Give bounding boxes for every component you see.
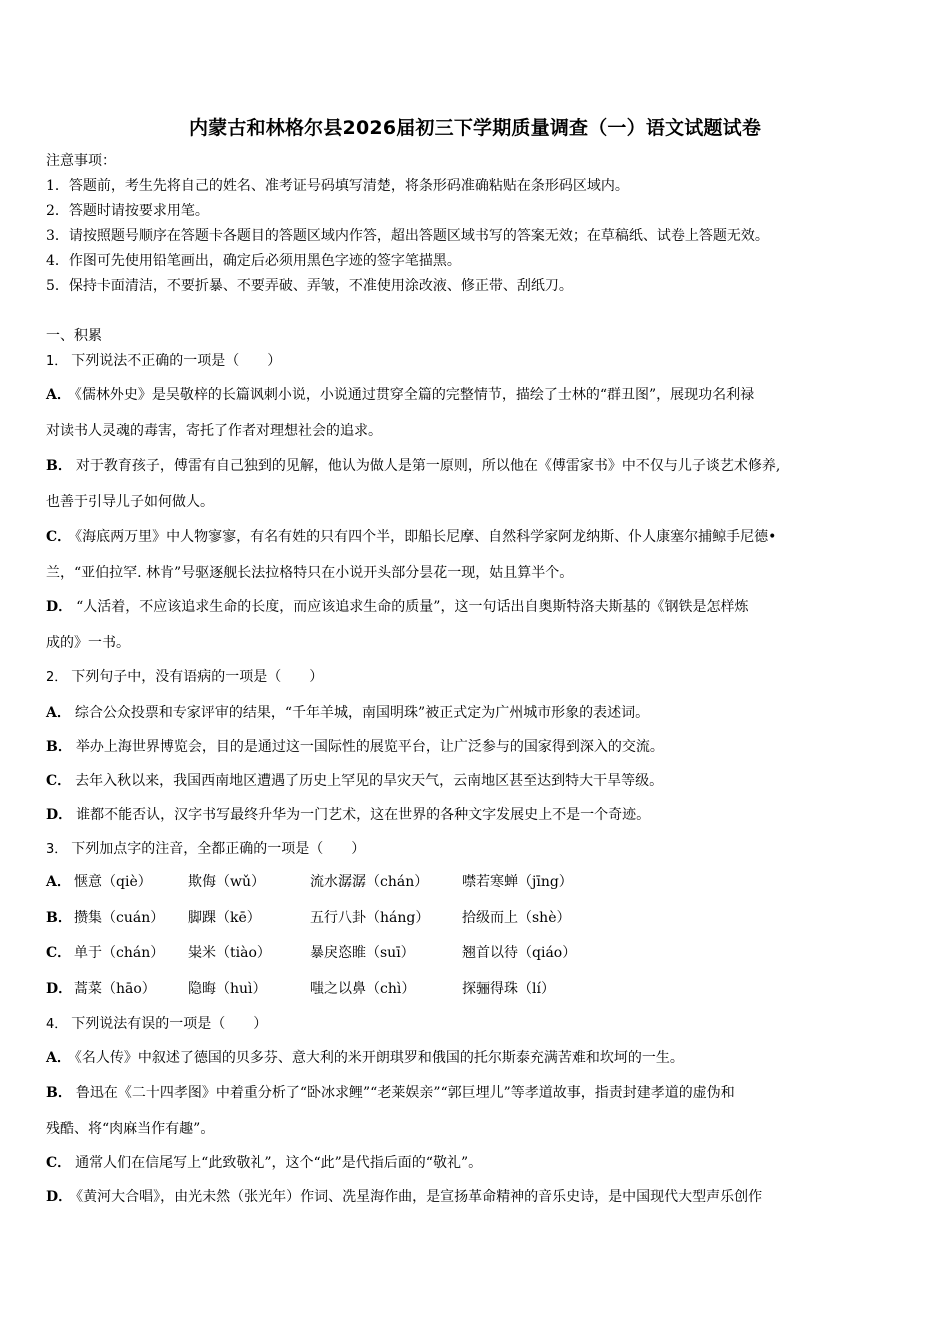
q1-option-c-cont: 兰，“亚伯拉罕. 林肯”号驱逐舰长法拉格特只在小说开头部分昙花一现，姑且算半个。	[46, 565, 574, 581]
q3-option-b	[46, 909, 910, 927]
option-label: C．	[46, 945, 72, 961]
pinyin-item: 翘首以待（qiáo）	[462, 945, 577, 961]
notice-heading: 注意事项：	[46, 153, 116, 169]
section-heading: 一、积累	[46, 328, 102, 344]
option-text: 对于教育孩子，傅雷有自己独到的见解，他认为做人是第一原则，所以他在《傅雷家书》中不仅与儿子谈艺术修养,	[75, 458, 781, 474]
option-text: 通常人们在信尾写上“此致敬礼”，这个“此”是代指后面的“敬礼”。	[75, 1155, 483, 1171]
notice-item: 4．作图可先使用铅笔画出，确定后必须用黑色字迹的签字笔描黑。	[46, 253, 461, 269]
option-text: “人活着，不应该追求生命的长度，而应该追求生命的质量”，这一句话出自奥斯特洛夫斯基的《钢铁是怎样炼	[76, 599, 749, 615]
question-4-stem	[46, 1015, 910, 1034]
question-number: 2．	[46, 670, 68, 685]
q2-option-a	[46, 704, 910, 722]
option-label: D．	[46, 981, 73, 997]
option-label: A．	[46, 874, 71, 890]
option-label: D．	[46, 807, 73, 823]
option-label: C．	[46, 1155, 72, 1171]
option-text: 《黄河大合唱》，由光未然（张光年）作词、冼星海作曲，是宣扬革命精神的音乐史诗，是中国现代大型声乐创作	[76, 1189, 763, 1205]
q1-option-d	[46, 598, 910, 616]
q2-option-c	[46, 772, 910, 790]
pinyin-item: 拾级而上（shè）	[462, 910, 571, 926]
option-text: 鲁迅在《二十四孝图》中着重分析了“卧冰求鲤”“老莱娱亲”“郭巨埋儿”等孝道故事，指责封建孝道的虚伪和	[75, 1085, 735, 1101]
option-label: D．	[46, 1189, 73, 1205]
q4-option-d	[46, 1188, 910, 1206]
q1-option-a	[46, 386, 910, 404]
pinyin-item: 攒集（cuán）	[74, 910, 165, 926]
exam-title: 内蒙古和林格尔县2026届初三下学期质量调查（一）语文试题试卷	[188, 117, 762, 139]
q1-option-b-cont: 也善于引导儿子如何做人。	[46, 494, 214, 510]
option-label: B．	[46, 739, 72, 755]
option-label: B．	[46, 910, 72, 926]
question-number: 1．	[46, 354, 68, 369]
option-label: D．	[46, 599, 73, 615]
q4-option-b-cont: 残酷、将“肉麻当作有趣”。	[46, 1121, 215, 1137]
pinyin-item: 惬意（qiè）	[74, 874, 152, 890]
q4-option-c	[46, 1154, 910, 1172]
question-text: 下列加点字的注音，全都正确的一项是（ ）	[71, 841, 366, 857]
pinyin-item: 欺侮（wǔ）	[188, 874, 265, 890]
question-3-stem	[46, 840, 910, 859]
pinyin-item: 粜米（tiào）	[188, 945, 271, 961]
pinyin-item: 五行八卦（háng）	[310, 910, 430, 926]
pinyin-item: 流水潺潺（chán）	[310, 874, 429, 890]
q2-option-b	[46, 738, 910, 756]
q3-option-d	[46, 980, 910, 998]
q3-option-a	[46, 873, 910, 891]
option-text: 《名人传》中叙述了德国的贝多芬、意大利的米开朗琪罗和俄国的托尔斯泰充满苦难和坎坷的一生。	[74, 1050, 684, 1066]
question-number: 3．	[46, 842, 68, 857]
question-text: 下列句子中，没有语病的一项是（ ）	[71, 669, 324, 685]
q4-option-b	[46, 1084, 910, 1102]
notice-item: 2．答题时请按要求用笔。	[46, 203, 209, 219]
option-label: C．	[46, 529, 72, 545]
question-text: 下列说法有误的一项是（ ）	[71, 1016, 268, 1032]
option-label: A．	[46, 705, 71, 721]
pinyin-item: 噤若寒蝉（jīng）	[462, 874, 573, 890]
q1-option-c	[46, 528, 910, 546]
q1-option-b	[46, 457, 910, 475]
question-1-stem	[46, 352, 910, 371]
option-text: 去年入秋以来，我国西南地区遭遇了历史上罕见的旱灾天气，云南地区甚至达到特大干旱等级。	[75, 773, 664, 789]
option-label: B．	[46, 1085, 72, 1101]
option-text: 谁都不能否认，汉字书写最终升华为一门艺术，这在世界的各种文字发展史上不是一个奇迹。	[76, 807, 651, 823]
pinyin-item: 暴戾恣睢（suī）	[310, 945, 415, 961]
notice-item: 1．答题前，考生先将自己的姓名、准考证号码填写清楚，将条形码准确粘贴在条形码区域内。	[46, 178, 629, 194]
question-number: 4．	[46, 1017, 68, 1032]
pinyin-item: 嗤之以鼻（chì）	[310, 981, 416, 997]
pinyin-item: 隐晦（huì）	[188, 981, 267, 997]
q4-option-a	[46, 1049, 910, 1067]
option-text: 举办上海世界博览会，目的是通过这一国际性的展览平台，让广泛参与的国家得到深入的交流。	[75, 739, 664, 755]
pinyin-item: 探骊得珠（lí）	[462, 981, 555, 997]
option-text: 综合公众投票和专家评审的结果，“千年羊城，南国明珠”被正式定为广州城市形象的表述词。	[74, 705, 650, 721]
q3-option-c	[46, 944, 910, 962]
notice-item: 3．请按照题号顺序在答题卡各题目的答题区域内作答，超出答题区域书写的答案无效；在草稿纸、试卷上答题无效。	[46, 228, 769, 244]
question-2-stem	[46, 668, 910, 687]
option-label: A．	[46, 387, 71, 403]
option-label: B．	[46, 458, 72, 474]
pinyin-item: 单于（chán）	[74, 945, 165, 961]
question-text: 下列说法不正确的一项是（ ）	[71, 353, 282, 369]
option-label: A．	[46, 1050, 71, 1066]
option-label: C．	[46, 773, 72, 789]
pinyin-item: 蒿菜（hāo）	[74, 981, 156, 997]
q1-option-d-cont: 成的》一书。	[46, 635, 130, 651]
notice-item: 5．保持卡面清洁，不要折暴、不要弄破、弄皱，不准使用涂改液、修正带、刮纸刀。	[46, 278, 573, 294]
pinyin-item: 脚踝（kē）	[188, 910, 261, 926]
option-text: 《儒林外史》是吴敬梓的长篇讽刺小说，小说通过贯穿全篇的完整情节，描绘了士林的“群丑图”，展现功名利禄	[74, 387, 755, 403]
q2-option-d	[46, 806, 910, 824]
q1-option-a-cont: 对读书人灵魂的毒害，寄托了作者对理想社会的追求。	[46, 423, 382, 439]
option-text: 《海底两万里》中人物寥寥，有名有姓的只有四个半，即船长尼摩、自然科学家阿龙纳斯、仆人康塞尔捕鲸手尼德•	[75, 529, 777, 545]
